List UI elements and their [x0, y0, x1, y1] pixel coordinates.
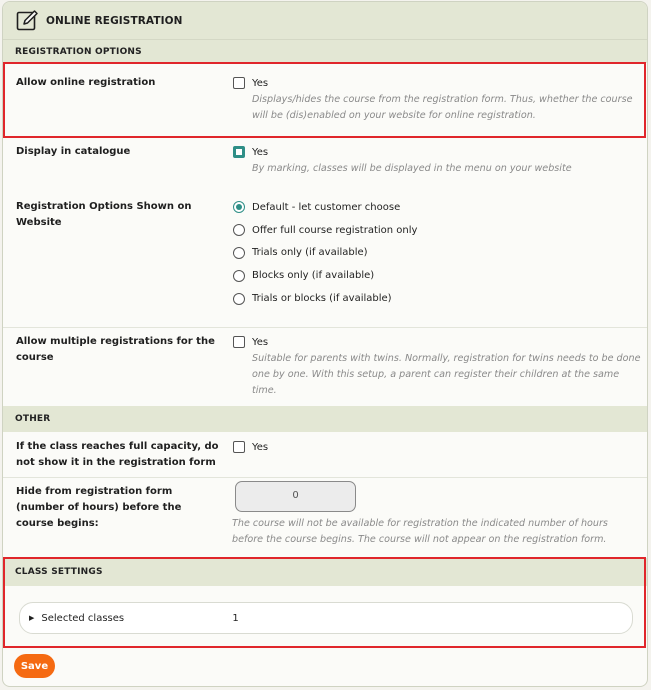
radio-option-full-course[interactable] — [232, 219, 642, 242]
online-registration-label: Allow online registration — [16, 77, 156, 88]
online-registration-control — [232, 75, 642, 124]
hide-hours-input[interactable]: 0 — [235, 481, 356, 512]
radio-option-label: Trials or blocks (if available) — [252, 293, 392, 305]
row-hide-hours — [3, 478, 647, 558]
hide-hours-hint: The course will not be available for registration the indicated number of hours before the course begins. The course will not appear on the registration form. — [232, 518, 608, 545]
display-catalogue-checkbox[interactable] — [233, 146, 245, 158]
multiple-registrations-label: Allow multiple registrations for the course — [16, 336, 215, 363]
display-catalogue-hint: By marking, classes will be displayed in the menu on your website — [252, 163, 572, 174]
full-capacity-control — [232, 439, 642, 455]
full-capacity-checkbox[interactable] — [233, 441, 245, 453]
selected-classes-count: 1 — [232, 612, 239, 624]
row-online-registration — [3, 63, 647, 141]
online-registration-panel — [2, 1, 648, 687]
row-display-catalogue — [3, 141, 647, 195]
online-registration-checkbox-line[interactable] — [232, 75, 642, 91]
online-registration-checkbox-label: Yes — [252, 77, 269, 89]
radio-option-label: Blocks only (if available) — [252, 270, 375, 282]
section-class-settings: CLASS SETTINGS — [3, 558, 647, 586]
multiple-registrations-checkbox[interactable] — [233, 336, 245, 348]
radio-full-course[interactable] — [233, 224, 245, 236]
online-registration-hint: Displays/hides the course from the registration form. Thus, whether the course will be (dis)enabled on your website for online registration. — [252, 94, 633, 121]
radio-option-trials[interactable] — [232, 242, 642, 265]
radio-option-trials-or-blocks[interactable] — [232, 287, 642, 310]
display-catalogue-label: Display in catalogue — [16, 146, 131, 157]
panel-title: ONLINE REGISTRATION — [46, 14, 183, 27]
row-full-capacity — [3, 432, 647, 477]
save-button[interactable]: Save — [14, 654, 55, 678]
edit-icon — [15, 9, 39, 33]
full-capacity-checkbox-label: Yes — [252, 441, 269, 453]
caret-right-icon[interactable]: ▶ — [29, 614, 35, 622]
multiple-registrations-control — [232, 334, 642, 399]
display-catalogue-control — [232, 144, 642, 177]
radio-option-label: Trials only (if available) — [252, 247, 368, 259]
radio-default[interactable] — [233, 201, 245, 213]
section-registration-options: REGISTRATION OPTIONS — [3, 40, 647, 63]
radio-option-default[interactable] — [232, 196, 642, 219]
panel-header — [3, 2, 647, 40]
multiple-registrations-checkbox-line[interactable] — [232, 334, 642, 350]
display-catalogue-checkbox-line[interactable] — [232, 144, 642, 160]
registration-options-shown-label: Registration Options Shown on Website — [16, 201, 192, 228]
radio-option-label: Offer full course registration only — [252, 224, 418, 236]
radio-option-label: Default - let customer choose — [252, 201, 401, 213]
selected-classes-row[interactable] — [19, 602, 633, 634]
row-multiple-registrations — [3, 328, 647, 406]
full-capacity-checkbox-line[interactable] — [232, 439, 642, 455]
section-other: OTHER — [3, 406, 647, 432]
online-registration-checkbox[interactable] — [233, 77, 245, 89]
hide-hours-label: Hide from registration form (number of hours) before the course begins: — [16, 486, 182, 529]
display-catalogue-checkbox-label: Yes — [252, 146, 269, 158]
row-registration-options-shown — [3, 195, 647, 327]
radio-trials-or-blocks[interactable] — [233, 293, 245, 305]
hide-hours-control — [232, 481, 642, 548]
selected-classes-label: Selected classes — [41, 612, 125, 624]
registration-options-radio-group — [232, 196, 642, 310]
multiple-registrations-hint: Suitable for parents with twins. Normally, registration for twins needs to be done one by one. With this setup, a parent can register their children at the same time. — [252, 353, 641, 396]
full-capacity-label: If the class reaches full capacity, do not show it in the registration form — [16, 441, 219, 468]
radio-option-blocks[interactable] — [232, 264, 642, 287]
radio-trials[interactable] — [233, 247, 245, 259]
multiple-registrations-checkbox-label: Yes — [252, 336, 269, 348]
radio-blocks[interactable] — [233, 270, 245, 282]
